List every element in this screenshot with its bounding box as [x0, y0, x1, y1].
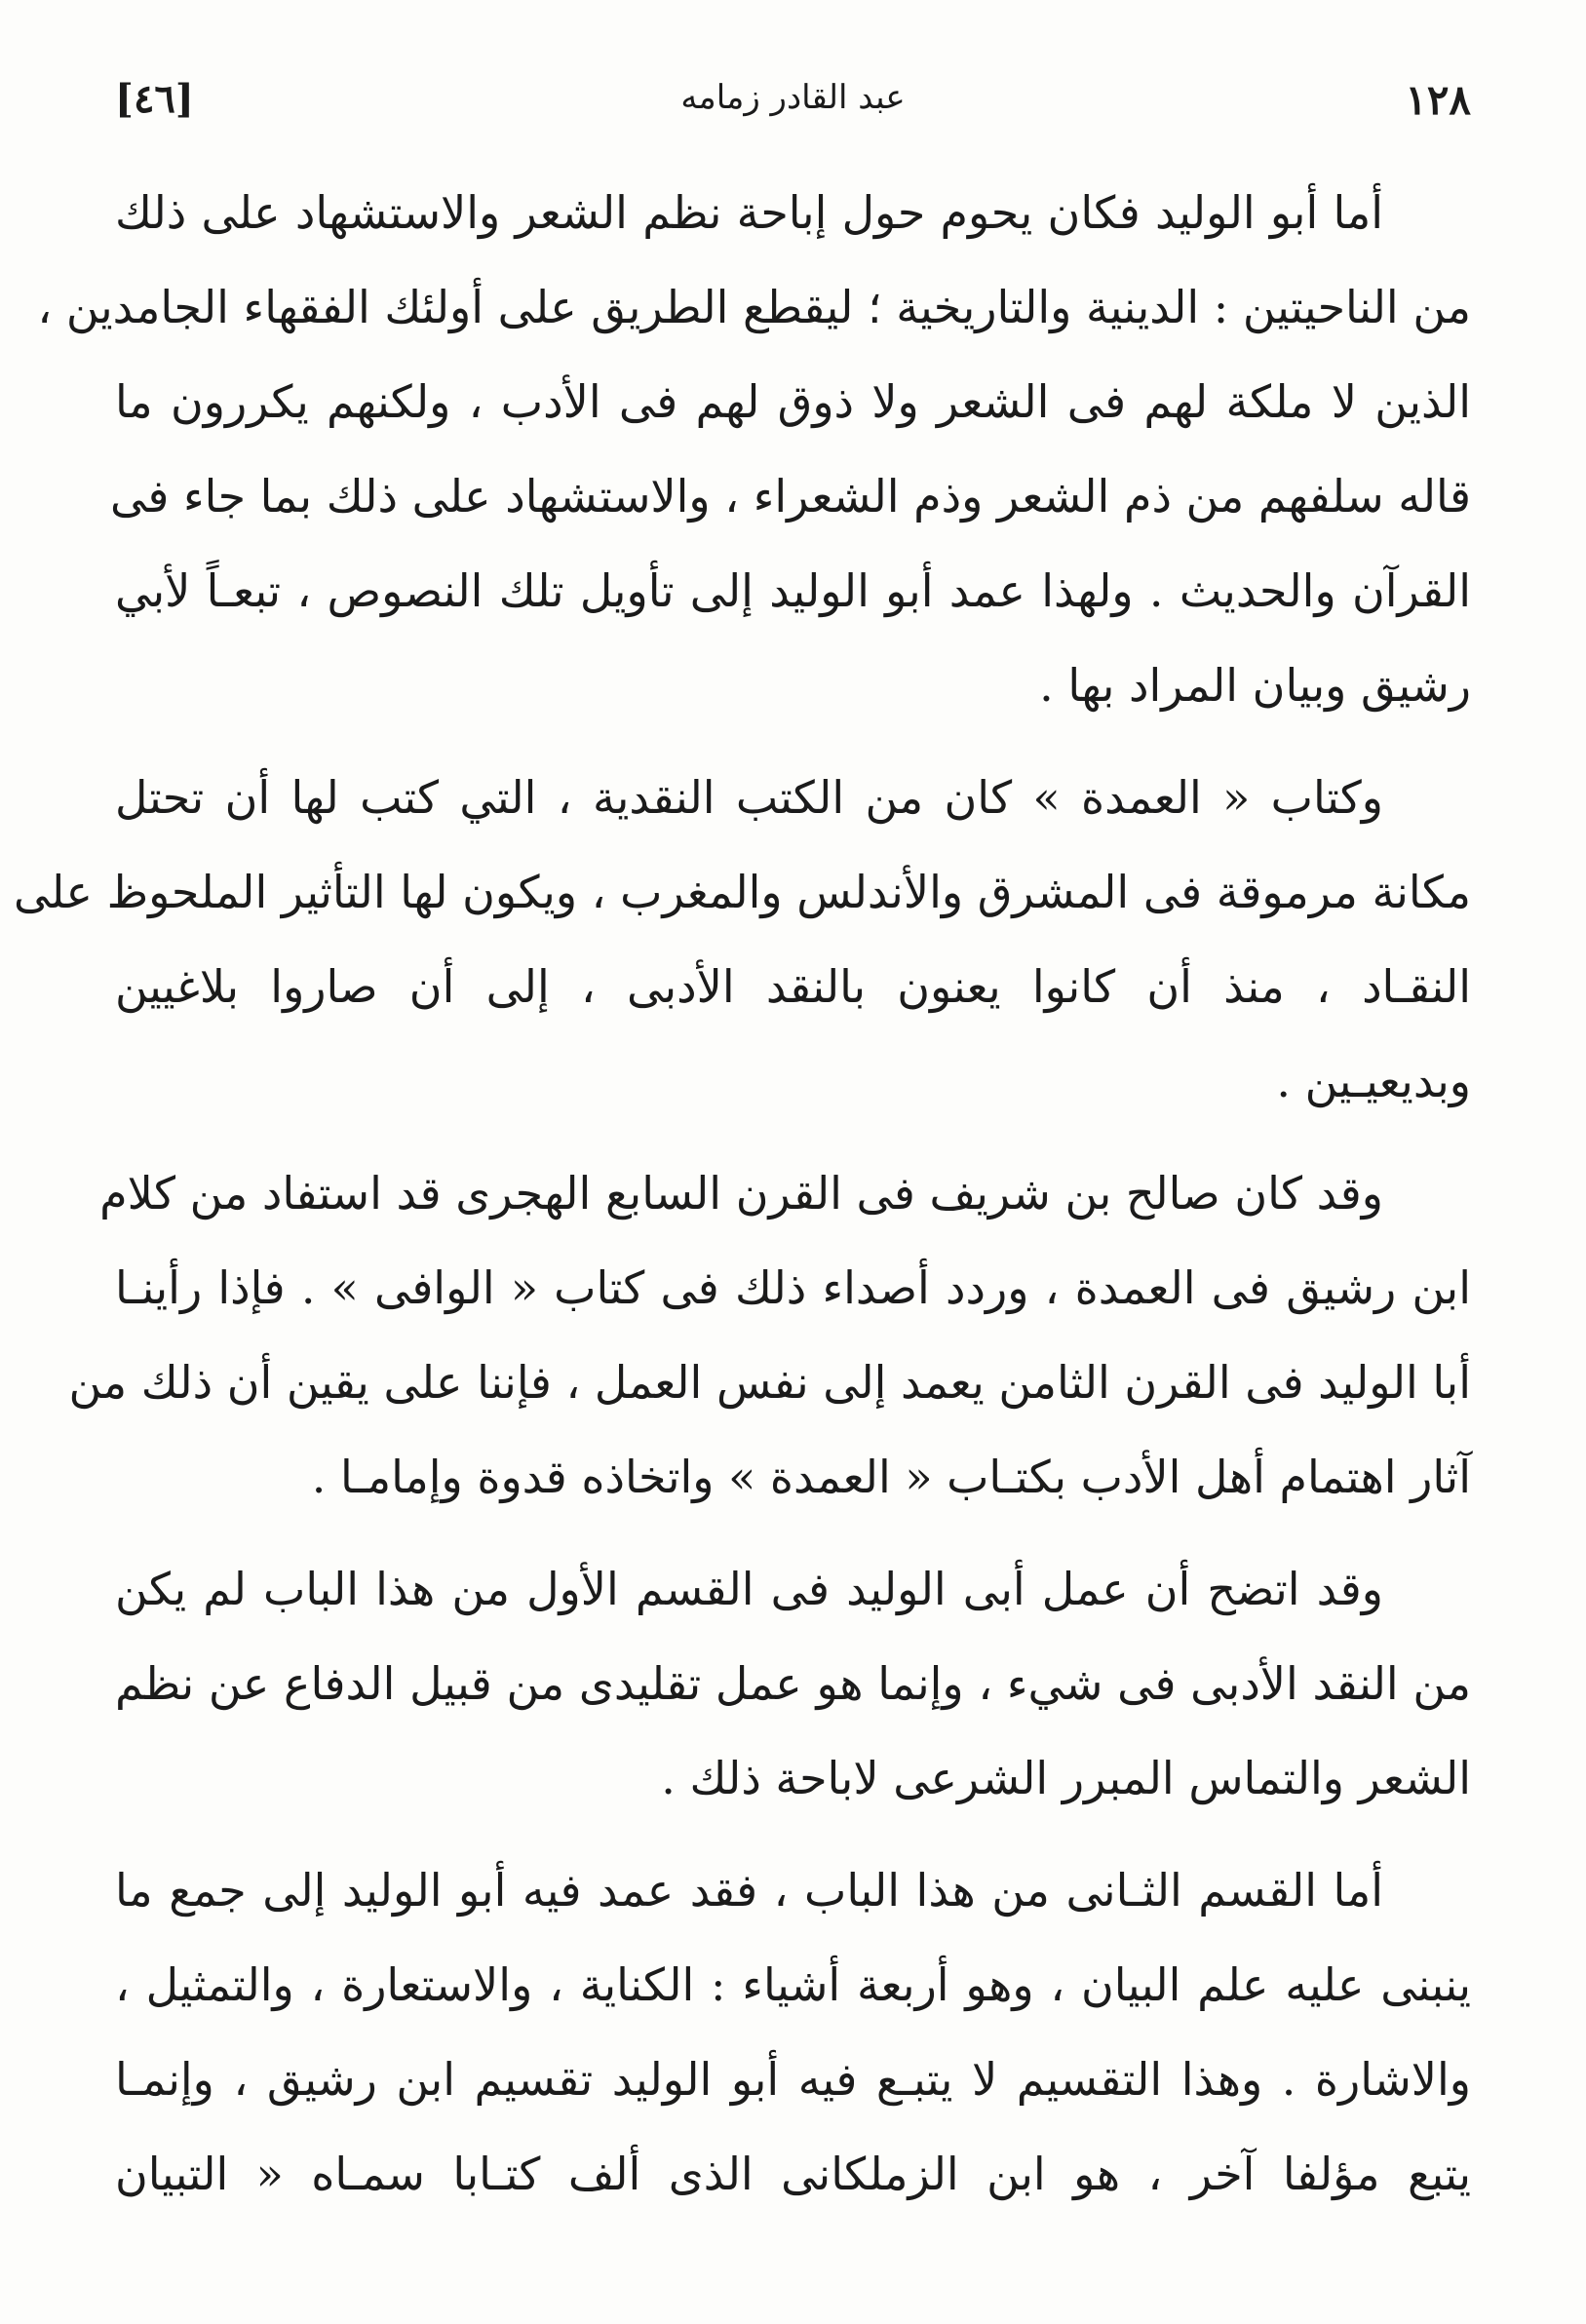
text-line: قاله سلفهم من ذم الشعر وذم الشعراء ، والاستشهاد على ذلك بما جاء فى	[110, 470, 1471, 523]
text-line: من النقد الأدبى فى شيء ، وإنما هو عمل تقليدى من قبيل الدفاع عن نظم	[115, 1657, 1471, 1710]
text-line: وبديعيـين .	[1276, 1055, 1471, 1107]
paragraph	[68, 1146, 1471, 1525]
text-line: آثار اهتمام أهل الأدب بكتـاب « العمدة » واتخاذه قدوة وإمامـا .	[311, 1451, 1471, 1503]
text-line: القرآن والحديث . ولهذا عمد أبو الوليد إلى تأويل تلك النصوص ، تبعـاً لأبي	[115, 564, 1471, 617]
text-line: أبا الوليد فى القرن الثامن يعمد إلى نفس العمل ، فإننا على يقين أن ذلك من	[68, 1356, 1471, 1409]
text-line: رشيق وبيان المراد بها .	[1039, 659, 1471, 712]
text-line: وكتاب « العمدة » كان من الكتب النقدية ، التي كتب لها أن تحتل	[115, 771, 1383, 824]
text-line: الذين لا ملكة لهم فى الشعر ولا ذوق لهم فى الأدب ، ولكنهم يكررون ما	[115, 375, 1471, 428]
running-header	[115, 76, 1471, 135]
paragraph	[115, 1843, 1471, 2222]
text-line: مكانة مرموقة فى المشرق والأندلس والمغرب ، ويكون لها التأثير الملحوظ على	[13, 866, 1471, 918]
text-line: وقد كان صالح بن شريف فى القرن السابع الهجرى قد استفاد من كلام	[99, 1167, 1383, 1220]
folio-reference: [٤٦]	[115, 76, 194, 122]
text-line: من الناحيتين : الدينية والتاريخية ؛ ليقطع الطريق على أولئك الفقهاء الجامدين ،	[37, 281, 1471, 333]
page-number: ١٢٨	[1405, 76, 1471, 124]
text-line: أما أبو الوليد فكان يحوم حول إباحة نظم الشعر والاستشهاد على ذلك	[115, 186, 1383, 239]
running-title: عبد القادر زمامه	[680, 78, 906, 117]
text-line: الشعر والتماس المبرر الشرعى لاباحة ذلك .	[661, 1752, 1471, 1804]
text-line: ابن رشيق فى العمدة ، وردد أصداء ذلك فى كتاب « الوافى » . فإذا رأينـا	[115, 1261, 1471, 1314]
text-line: النقـاد ، منذ أن كانوا يعنون بالنقد الأدبى ، إلى أن صاروا بلاغيين	[115, 960, 1471, 1013]
text-line: أما القسم الثـانى من هذا الباب ، فقد عمد فيه أبو الوليد إلى جمع ما	[115, 1864, 1383, 1917]
paragraph	[37, 166, 1471, 733]
text-line: يتبع مؤلفا آخر ، هو ابن الزملكانى الذى ألف كتـابا سمـاه « التبيان	[115, 2148, 1471, 2200]
text-line: والاشارة . وهذا التقسيم لا يتبـع فيه أبو الوليد تقسيم ابن رشيق ، وإنمـا	[115, 2053, 1471, 2106]
paragraph	[13, 751, 1471, 1129]
text-line: ينبنى عليه علم البيان ، وهو أربعة أشياء : الكناية ، والاستعارة ، والتمثيل ،	[115, 1958, 1471, 2011]
paragraph	[115, 1542, 1471, 1826]
text-line: وقد اتضح أن عمل أبى الوليد فى القسم الأول من هذا الباب لم يكن	[115, 1563, 1383, 1615]
body-text	[13, 166, 1471, 2222]
